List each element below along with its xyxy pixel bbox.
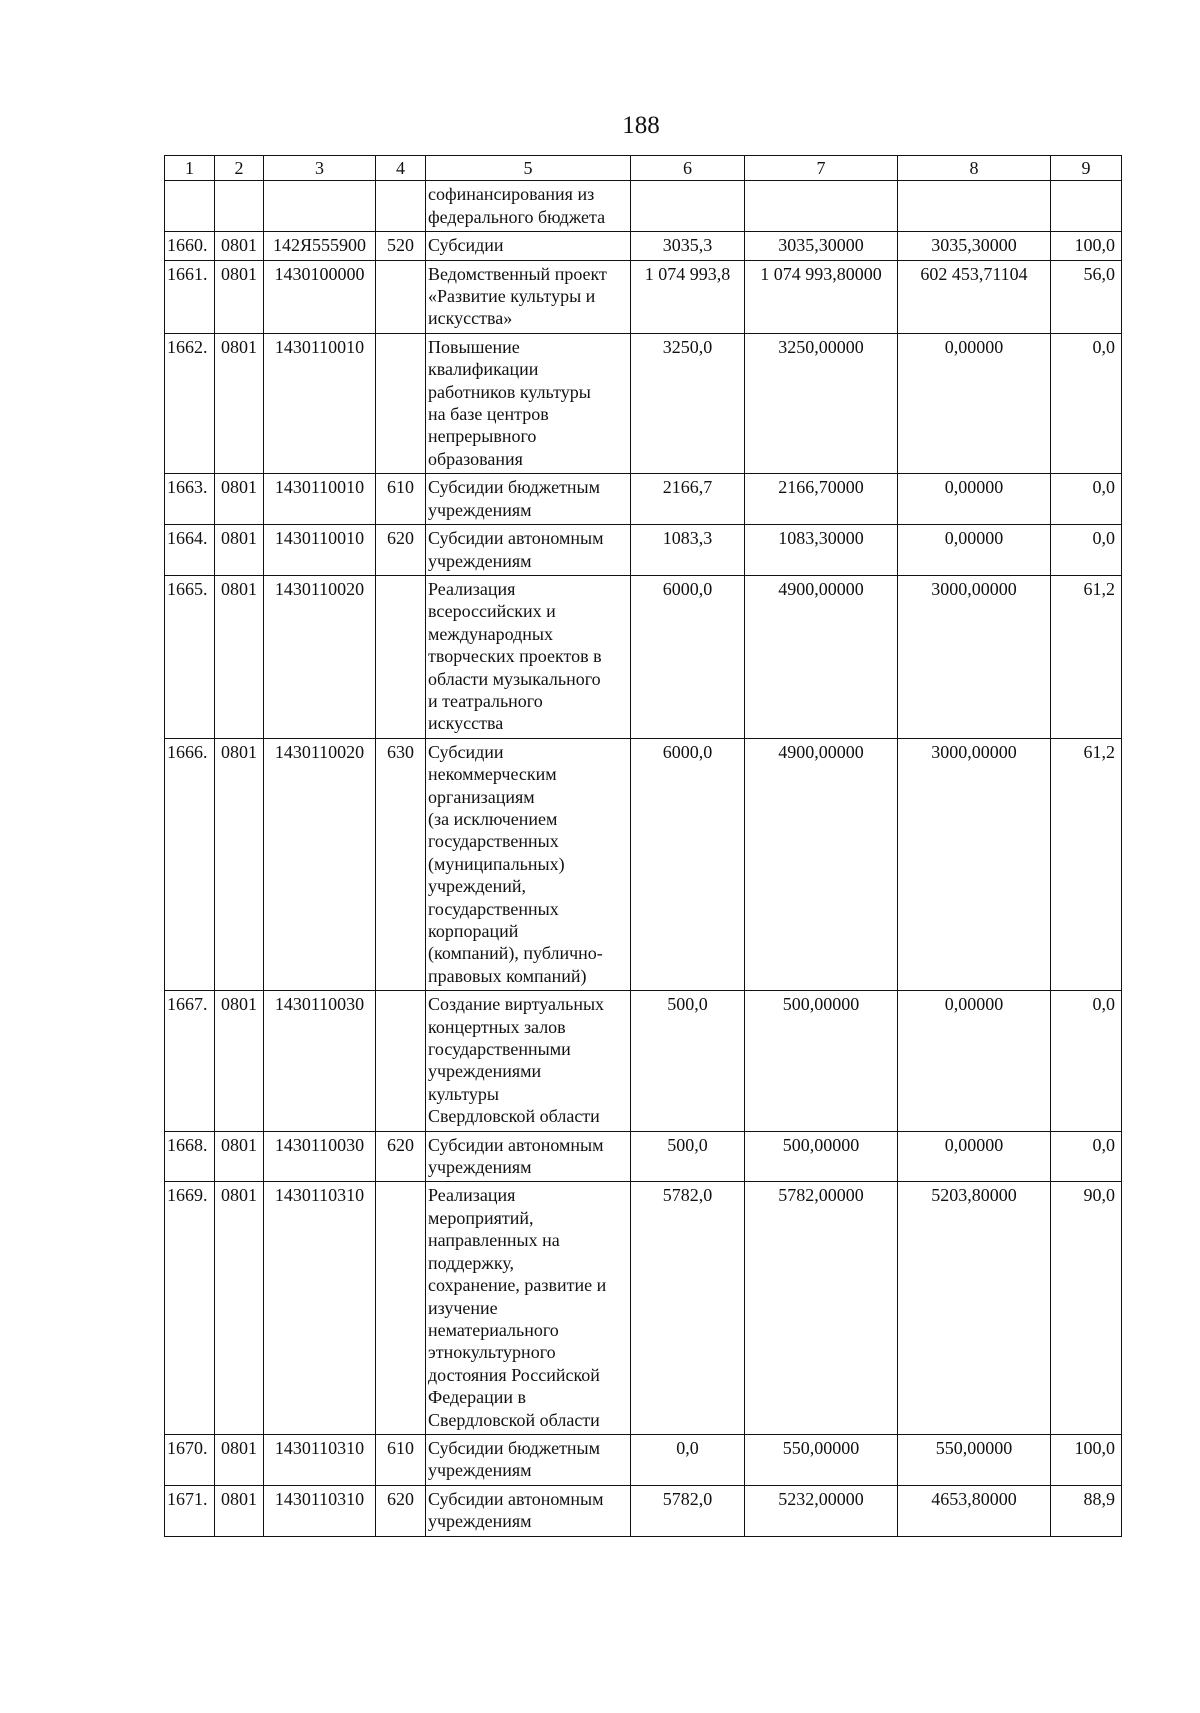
row-number-cell: 1669. [165,1182,215,1434]
section-code-cell: 0801 [215,525,264,576]
expense-type-cell: 520 [376,232,426,260]
description-cell: Ведомственный проект «Развитие культуры и искусства» [426,260,631,333]
refined-amount-cell: 500,00000 [745,1131,898,1182]
execution-percent-cell: 0,0 [1051,991,1122,1131]
execution-percent-cell: 90,0 [1051,1182,1122,1434]
table-row [165,1131,1122,1182]
target-code-cell: 1430110030 [264,1131,376,1182]
section-code-cell [215,181,264,232]
executed-amount-cell: 0,00000 [898,991,1051,1131]
section-code-cell: 0801 [215,1131,264,1182]
execution-percent-cell: 0,0 [1051,333,1122,473]
table-row [165,991,1122,1131]
expense-type-cell [376,1182,426,1434]
refined-amount-cell: 5232,00000 [745,1485,898,1536]
executed-amount-cell: 602 453,71104 [898,260,1051,333]
planned-amount-cell: 1083,3 [631,525,745,576]
planned-amount-cell: 2166,7 [631,474,745,525]
refined-amount-cell [745,181,898,232]
section-code-cell: 0801 [215,333,264,473]
row-number-cell: 1666. [165,738,215,990]
planned-amount-cell: 1 074 993,8 [631,260,745,333]
description-cell: Субсидии автономным учреждениям [426,525,631,576]
description-cell: Реализация мероприятий, направленных на поддержку, сохранение, развитие и изучение нематериального этнокультурного достояния Российской Федерации в Свердловской области [426,1182,631,1434]
refined-amount-cell: 1083,30000 [745,525,898,576]
executed-amount-cell: 0,00000 [898,1131,1051,1182]
table-row [165,1182,1122,1434]
description-cell: Субсидии бюджетным учреждениям [426,1434,631,1485]
table-row [165,738,1122,990]
execution-percent-cell: 88,9 [1051,1485,1122,1536]
row-number-cell: 1661. [165,260,215,333]
column-header: 1 [165,156,215,181]
refined-amount-cell: 5782,00000 [745,1182,898,1434]
execution-percent-cell: 100,0 [1051,232,1122,260]
section-code-cell: 0801 [215,260,264,333]
column-header: 5 [426,156,631,181]
executed-amount-cell: 3035,30000 [898,232,1051,260]
section-code-cell: 0801 [215,1434,264,1485]
table-row [165,474,1122,525]
budget-table [164,155,1122,1537]
expense-type-cell [376,333,426,473]
row-number-cell: 1663. [165,474,215,525]
column-header: 9 [1051,156,1122,181]
target-code-cell [264,181,376,232]
execution-percent-cell: 0,0 [1051,525,1122,576]
row-number-cell: 1662. [165,333,215,473]
section-code-cell: 0801 [215,1182,264,1434]
planned-amount-cell: 5782,0 [631,1485,745,1536]
expense-type-cell: 620 [376,525,426,576]
execution-percent-cell: 61,2 [1051,575,1122,738]
executed-amount-cell: 0,00000 [898,525,1051,576]
section-code-cell: 0801 [215,1485,264,1536]
expense-type-cell: 610 [376,474,426,525]
section-code-cell: 0801 [215,575,264,738]
table-row [165,260,1122,333]
refined-amount-cell: 4900,00000 [745,738,898,990]
table-row [165,575,1122,738]
description-cell: Субсидии бюджетным учреждениям [426,474,631,525]
refined-amount-cell: 1 074 993,80000 [745,260,898,333]
expense-type-cell [376,575,426,738]
planned-amount-cell: 3250,0 [631,333,745,473]
expense-type-cell: 620 [376,1131,426,1182]
column-header: 4 [376,156,426,181]
refined-amount-cell: 2166,70000 [745,474,898,525]
planned-amount-cell: 6000,0 [631,575,745,738]
description-cell: софинансирования из федерального бюджета [426,181,631,232]
description-cell: Реализация всероссийских и международных творческих проектов в области музыкального и театрального искусства [426,575,631,738]
table-row [165,1485,1122,1536]
expense-type-cell: 630 [376,738,426,990]
table-row [165,1434,1122,1485]
refined-amount-cell: 4900,00000 [745,575,898,738]
row-number-cell: 1665. [165,575,215,738]
executed-amount-cell: 4653,80000 [898,1485,1051,1536]
expense-type-cell: 610 [376,1434,426,1485]
refined-amount-cell: 500,00000 [745,991,898,1131]
expense-type-cell [376,260,426,333]
expense-type-cell: 620 [376,1485,426,1536]
execution-percent-cell: 56,0 [1051,260,1122,333]
refined-amount-cell: 3035,30000 [745,232,898,260]
table-row [165,525,1122,576]
page-number: 188 [622,112,660,139]
executed-amount-cell: 0,00000 [898,474,1051,525]
target-code-cell: 1430110010 [264,474,376,525]
target-code-cell: 1430110010 [264,333,376,473]
refined-amount-cell: 3250,00000 [745,333,898,473]
description-cell: Субсидии автономным учреждениям [426,1131,631,1182]
target-code-cell: 1430110020 [264,738,376,990]
section-code-cell: 0801 [215,232,264,260]
column-header: 7 [745,156,898,181]
planned-amount-cell: 500,0 [631,991,745,1131]
column-header: 3 [264,156,376,181]
planned-amount-cell: 3035,3 [631,232,745,260]
planned-amount-cell: 6000,0 [631,738,745,990]
executed-amount-cell: 3000,00000 [898,575,1051,738]
executed-amount-cell: 0,00000 [898,333,1051,473]
section-code-cell: 0801 [215,738,264,990]
target-code-cell: 1430110310 [264,1485,376,1536]
row-number-cell: 1667. [165,991,215,1131]
table-header-row [165,156,1122,181]
row-number-cell: 1671. [165,1485,215,1536]
target-code-cell: 1430110310 [264,1434,376,1485]
target-code-cell: 1430110010 [264,525,376,576]
target-code-cell: 1430110310 [264,1182,376,1434]
column-header: 6 [631,156,745,181]
column-header: 2 [215,156,264,181]
target-code-cell: 142Я555900 [264,232,376,260]
section-code-cell: 0801 [215,474,264,525]
table-row [165,181,1122,232]
execution-percent-cell: 100,0 [1051,1434,1122,1485]
executed-amount-cell [898,181,1051,232]
description-cell: Субсидии [426,232,631,260]
executed-amount-cell: 550,00000 [898,1434,1051,1485]
row-number-cell [165,181,215,232]
target-code-cell: 1430110030 [264,991,376,1131]
description-cell: Повышение квалификации работников культуры на базе центров непрерывного образования [426,333,631,473]
table-row [165,232,1122,260]
planned-amount-cell [631,181,745,232]
execution-percent-cell: 61,2 [1051,738,1122,990]
column-header: 8 [898,156,1051,181]
execution-percent-cell: 0,0 [1051,1131,1122,1182]
target-code-cell: 1430110020 [264,575,376,738]
executed-amount-cell: 3000,00000 [898,738,1051,990]
row-number-cell: 1664. [165,525,215,576]
executed-amount-cell: 5203,80000 [898,1182,1051,1434]
planned-amount-cell: 0,0 [631,1434,745,1485]
section-code-cell: 0801 [215,991,264,1131]
row-number-cell: 1668. [165,1131,215,1182]
execution-percent-cell: 0,0 [1051,474,1122,525]
row-number-cell: 1660. [165,232,215,260]
expense-type-cell [376,181,426,232]
target-code-cell: 1430100000 [264,260,376,333]
description-cell: Субсидии некоммерческим организациям (за исключением государственных (муниципальных) учреждений, государственных корпораций (компаний), публично- правовых компаний) [426,738,631,990]
planned-amount-cell: 500,0 [631,1131,745,1182]
refined-amount-cell: 550,00000 [745,1434,898,1485]
description-cell: Субсидии автономным учреждениям [426,1485,631,1536]
description-cell: Создание виртуальных концертных залов государственными учреждениями культуры Свердловской области [426,991,631,1131]
execution-percent-cell [1051,181,1122,232]
expense-type-cell [376,991,426,1131]
table-row [165,333,1122,473]
planned-amount-cell: 5782,0 [631,1182,745,1434]
row-number-cell: 1670. [165,1434,215,1485]
